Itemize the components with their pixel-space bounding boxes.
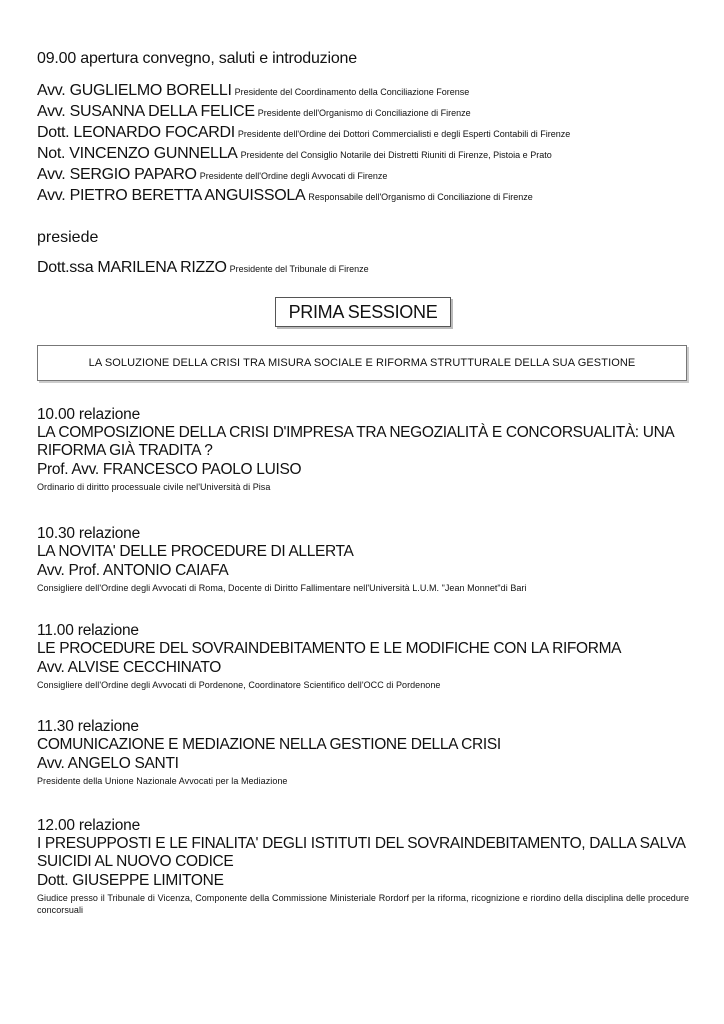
speaker-name: Avv. GUGLIELMO BORELLI — [37, 82, 232, 99]
talk-entry — [37, 406, 693, 493]
speaker-name: Avv. SERGIO PAPARO — [37, 166, 197, 183]
speaker-name: Dott. LEONARDO FOCARDI — [37, 124, 235, 141]
talk-speaker: Avv. Prof. ANTONIO CAIAFA — [37, 562, 229, 579]
speaker-role: Presidente dell'Ordine degli Avvocati di Firenze — [199, 171, 388, 181]
presiede-label: presiede — [37, 229, 99, 246]
speaker-role: Presidente dell'Ordine dei Dottori Commercialisti e degli Esperti Contabili di Firenze — [237, 129, 571, 139]
talk-time: 11.30 relazione — [37, 718, 139, 735]
welcome-speakers-list — [37, 80, 570, 206]
talk-speaker: Avv. ALVISE CECCHINATO — [37, 659, 222, 676]
speaker-role: Presidente dell'Organismo di Conciliazione di Firenze — [257, 108, 471, 118]
speaker-entry — [37, 185, 570, 206]
chair-role: Presidente del Tribunale di Firenze — [229, 264, 369, 274]
speaker-name: Avv. PIETRO BERETTA ANGUISSOLA — [37, 187, 306, 204]
talk-title: COMUNICAZIONE E MEDIAZIONE NELLA GESTIONE DELLA CRISI — [37, 736, 501, 753]
speaker-entry — [37, 164, 570, 185]
talk-entry — [37, 622, 693, 691]
talk-time: 10.00 relazione — [37, 406, 140, 423]
talk-speaker-bio: Presidente della Unione Nazionale Avvocati per la Mediazione — [37, 776, 288, 786]
talk-time: 12.00 relazione — [37, 817, 140, 834]
speaker-entry — [37, 101, 570, 122]
talk-title: LA COMPOSIZIONE DELLA CRISI D'IMPRESA TRA NEGOZIALITÀ E CONCORSUALITÀ: UNA RIFORMA GIÀ TRADITA ? — [37, 424, 674, 459]
talk-speaker-bio: Consigliere dell'Ordine degli Avvocati di Roma, Docente di Diritto Fallimentare nell'Università L.U.M. "Jean Monnet"di Bari — [37, 583, 527, 593]
talk-title: I PRESUPPOSTI E LE FINALITA' DEGLI ISTITUTI DEL SOVRAINDEBITAMENTO, DALLA SALVA SUICIDI AL NUOVO CODICE — [37, 835, 685, 870]
talk-title: LE PROCEDURE DEL SOVRAINDEBITAMENTO E LE MODIFICHE CON LA RIFORMA — [37, 640, 622, 657]
talk-speaker: Dott. GIUSEPPE LIMITONE — [37, 872, 224, 889]
talk-title: LA NOVITA' DELLE PROCEDURE DI ALLERTA — [37, 543, 354, 560]
chair-name: Dott.ssa MARILENA RIZZO — [37, 259, 227, 276]
speaker-entry — [37, 143, 570, 164]
speaker-entry — [37, 80, 570, 101]
talk-entry — [37, 817, 693, 916]
speaker-role: Responsabile dell'Organismo di Conciliazione di Firenze — [308, 192, 533, 202]
talk-speaker: Prof. Avv. FRANCESCO PAOLO LUISO — [37, 461, 302, 478]
session-theme-box: LA SOLUZIONE DELLA CRISI TRA MISURA SOCIALE E RIFORMA STRUTTURALE DELLA SUA GESTIONE — [37, 345, 687, 381]
speaker-role: Presidente del Consiglio Notarile dei Distretti Riuniti di Firenze, Pistoia e Prato — [240, 150, 552, 160]
talk-speaker-bio: Giudice presso il Tribunale di Vicenza, Componente della Commissione Ministeriale Rordorf per la riforma, ricognizione e riordino della disciplina delle procedure concorsuali — [37, 893, 689, 915]
speaker-role: Presidente del Coordinamento della Conciliazione Forense — [234, 87, 470, 97]
session-title-box: PRIMA SESSIONE — [275, 297, 451, 327]
speaker-name: Avv. SUSANNA DELLA FELICE — [37, 103, 255, 120]
talk-time: 10.30 relazione — [37, 525, 140, 542]
speaker-entry — [37, 122, 570, 143]
talk-entry — [37, 525, 693, 594]
chair-entry — [37, 257, 369, 278]
speaker-name: Not. VINCENZO GUNNELLA — [37, 145, 238, 162]
talk-speaker: Avv. ANGELO SANTI — [37, 755, 179, 772]
talk-time: 11.00 relazione — [37, 622, 139, 639]
talk-speaker-bio: Ordinario di diritto processuale civile nel'Università di Pisa — [37, 482, 271, 492]
talk-speaker-bio: Consigliere dell'Ordine degli Avvocati di Pordenone, Coordinatore Scientifico dell'OCC di Pordenone — [37, 680, 441, 690]
talk-entry — [37, 718, 693, 787]
opening-line: 09.00 apertura convegno, saluti e introduzione — [37, 50, 357, 67]
